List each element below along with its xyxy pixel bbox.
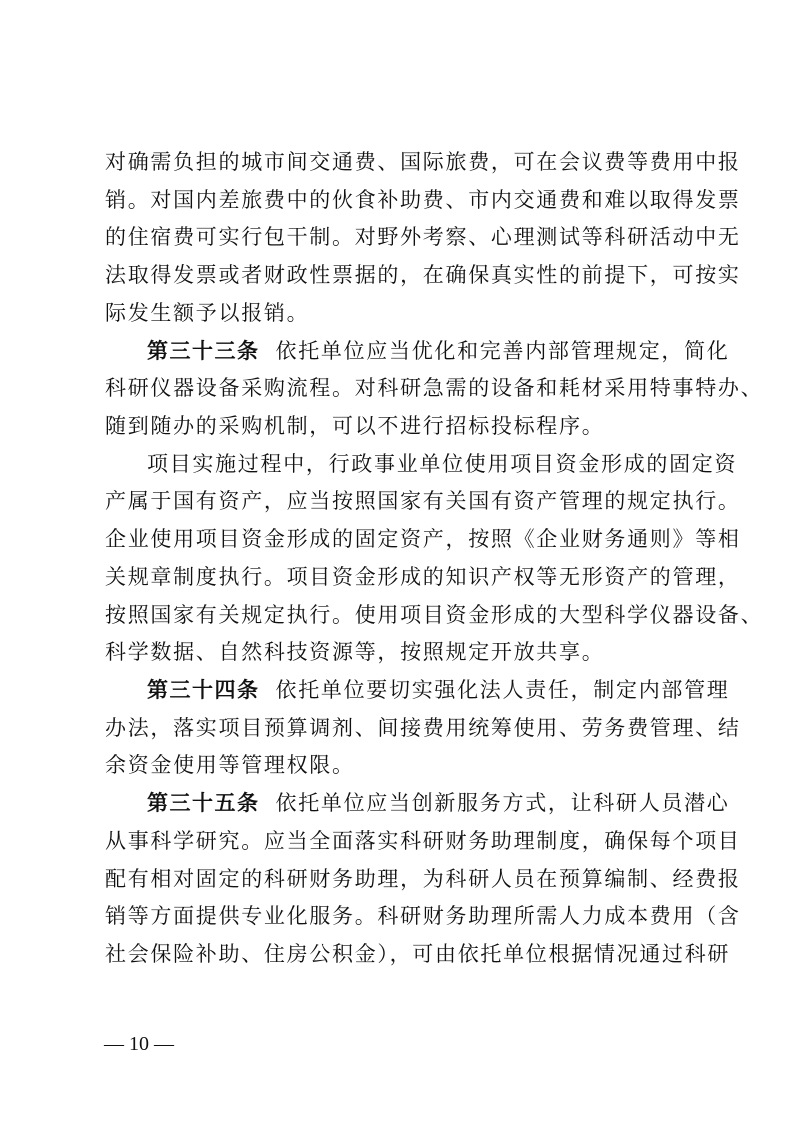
- article-35-label: 第三十五条: [147, 791, 260, 815]
- paragraph-line: 关规章制度执行。项目资金形成的知识产权等无形资产的管理，: [105, 565, 741, 589]
- paragraph-line: 产属于国有资产，应当按照国家有关国有资产管理的规定执行。: [105, 489, 741, 513]
- article-35-text: 依托单位应当创新服务方式，让科研人员潜心: [275, 791, 730, 815]
- paragraph-line: 企业使用项目资金形成的固定资产，按照《企业财务通则》等相: [105, 527, 741, 551]
- paragraph-line: 按照国家有关规定执行。使用项目资金形成的大型科学仪器设备、: [105, 603, 764, 627]
- paragraph-line: 对确需负担的城市间交通费、国际旅费，可在会议费等费用中报: [105, 150, 741, 174]
- paragraph-line: 科研仪器设备采购流程。对科研急需的设备和耗材采用特事特办、: [105, 376, 764, 400]
- paragraph-line: 法取得发票或者财政性票据的，在确保真实性的前提下，可按实: [105, 263, 741, 287]
- article-33-text: 依托单位应当优化和完善内部管理规定，简化: [275, 339, 730, 363]
- paragraph-line: 余资金使用等管理权限。: [105, 753, 355, 777]
- paragraph-line: 的住宿费可实行包干制。对野外考察、心理测试等科研活动中无: [105, 225, 741, 249]
- paragraph-line: 销等方面提供专业化服务。科研财务助理所需人力成本费用（含: [105, 904, 741, 928]
- paragraph-line: 从事科学研究。应当全面落实科研财务助理制度，确保每个项目: [105, 829, 741, 853]
- article-33-first-line: [147, 337, 730, 365]
- paragraph-line: 科学数据、自然科技资源等，按照规定开放共享。: [105, 640, 605, 664]
- paragraph-first-line: 项目实施过程中，行政事业单位使用项目资金形成的固定资: [147, 452, 738, 476]
- paragraph-line: 销。对国内差旅费中的伙食补助费、市内交通费和难以取得发票: [105, 188, 741, 212]
- paragraph-line: 办法，落实项目预算调剂、间接费用统筹使用、劳务费管理、结: [105, 716, 741, 740]
- article-35-first-line: [147, 789, 730, 817]
- article-34-text: 依托单位要切实强化法人责任，制定内部管理: [275, 678, 730, 702]
- page-number: — 10 —: [104, 1033, 174, 1055]
- paragraph-line: 随到随办的采购机制，可以不进行招标投标程序。: [105, 414, 605, 438]
- article-33-label: 第三十三条: [147, 339, 260, 363]
- paragraph-line: 配有相对固定的科研财务助理，为科研人员在预算编制、经费报: [105, 867, 741, 891]
- article-34-label: 第三十四条: [147, 678, 260, 702]
- paragraph-line: 际发生额予以报销。: [105, 301, 310, 325]
- paragraph-line: 社会保险补助、住房公积金），可由依托单位根据情况通过科研: [105, 942, 731, 966]
- article-34-first-line: [147, 676, 730, 704]
